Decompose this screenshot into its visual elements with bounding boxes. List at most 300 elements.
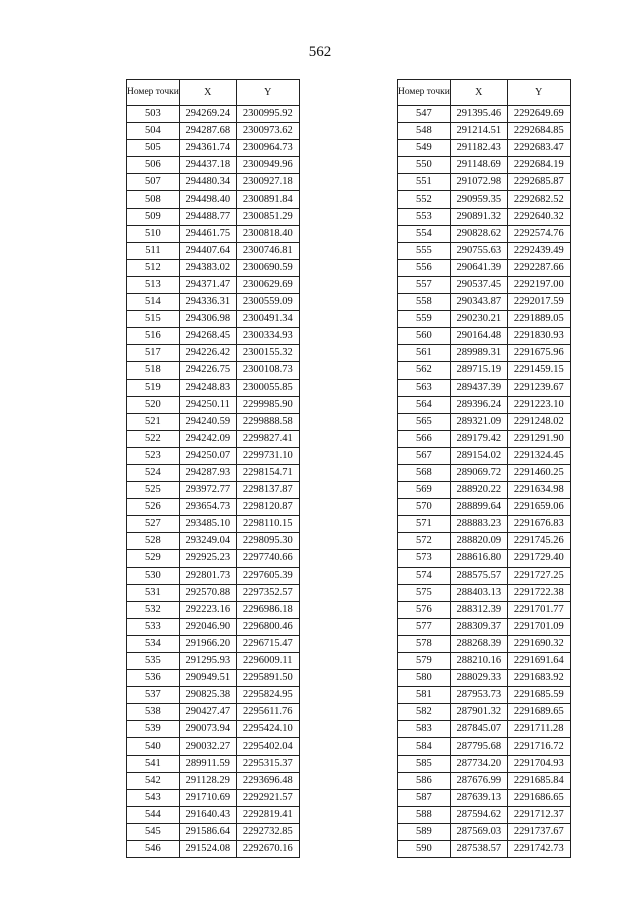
table-row xyxy=(398,618,571,635)
y-coordinate-cell: 2291701.77 xyxy=(507,601,570,618)
x-coordinate-cell: 293249.04 xyxy=(179,533,236,550)
table-row xyxy=(127,276,300,293)
y-coordinate-cell: 2300949.96 xyxy=(236,157,299,174)
point-number-cell: 506 xyxy=(127,157,180,174)
point-number-cell: 571 xyxy=(398,516,451,533)
x-coordinate-cell: 288883.23 xyxy=(450,516,507,533)
table-row xyxy=(398,123,571,140)
x-coordinate-cell: 292570.88 xyxy=(179,584,236,601)
y-coordinate-cell: 2298154.71 xyxy=(236,464,299,481)
table-row xyxy=(127,259,300,276)
y-coordinate-cell: 2292574.76 xyxy=(507,225,570,242)
y-coordinate-cell: 2292287.66 xyxy=(507,259,570,276)
table-row xyxy=(398,396,571,413)
table-row xyxy=(127,413,300,430)
point-number-cell: 533 xyxy=(127,618,180,635)
point-number-cell: 527 xyxy=(127,516,180,533)
x-coordinate-cell: 289989.31 xyxy=(450,345,507,362)
table-row xyxy=(127,550,300,567)
table-row xyxy=(398,106,571,123)
table-row xyxy=(398,533,571,550)
y-coordinate-cell: 2295891.50 xyxy=(236,670,299,687)
point-number-cell: 575 xyxy=(398,584,451,601)
x-coordinate-cell: 291182.43 xyxy=(450,140,507,157)
table-row xyxy=(127,379,300,396)
point-number-cell: 563 xyxy=(398,379,451,396)
point-number-cell: 504 xyxy=(127,123,180,140)
x-coordinate-cell: 292046.90 xyxy=(179,618,236,635)
table-row xyxy=(398,567,571,584)
point-number-cell: 562 xyxy=(398,362,451,379)
x-coordinate-cell: 294371.47 xyxy=(179,276,236,293)
x-coordinate-cell: 287734.20 xyxy=(450,755,507,772)
y-coordinate-cell: 2292683.47 xyxy=(507,140,570,157)
table-row xyxy=(398,704,571,721)
point-number-cell: 580 xyxy=(398,670,451,687)
table-row xyxy=(127,704,300,721)
x-coordinate-cell: 287795.68 xyxy=(450,738,507,755)
header-x: X xyxy=(450,80,507,106)
x-coordinate-cell: 294498.40 xyxy=(179,191,236,208)
y-coordinate-cell: 2297740.66 xyxy=(236,550,299,567)
table-row xyxy=(398,516,571,533)
x-coordinate-cell: 290164.48 xyxy=(450,328,507,345)
x-coordinate-cell: 287953.73 xyxy=(450,687,507,704)
point-number-cell: 569 xyxy=(398,482,451,499)
y-coordinate-cell: 2291223.10 xyxy=(507,396,570,413)
y-coordinate-cell: 2297352.57 xyxy=(236,584,299,601)
point-number-cell: 547 xyxy=(398,106,451,123)
table-row xyxy=(398,584,571,601)
table-row xyxy=(127,482,300,499)
table-row xyxy=(127,242,300,259)
x-coordinate-cell: 291295.93 xyxy=(179,653,236,670)
header-point-number: Номер точки xyxy=(398,80,451,106)
x-coordinate-cell: 289437.39 xyxy=(450,379,507,396)
x-coordinate-cell: 294336.31 xyxy=(179,294,236,311)
table-row xyxy=(398,755,571,772)
table-row xyxy=(398,464,571,481)
y-coordinate-cell: 2293696.48 xyxy=(236,772,299,789)
x-coordinate-cell: 292223.16 xyxy=(179,601,236,618)
table-row xyxy=(398,294,571,311)
x-coordinate-cell: 294242.09 xyxy=(179,430,236,447)
x-coordinate-cell: 288616.80 xyxy=(450,550,507,567)
page-number: 562 xyxy=(308,44,332,60)
y-coordinate-cell: 2298110.15 xyxy=(236,516,299,533)
y-coordinate-cell: 2300746.81 xyxy=(236,242,299,259)
y-coordinate-cell: 2291690.32 xyxy=(507,635,570,652)
point-number-cell: 576 xyxy=(398,601,451,618)
y-coordinate-cell: 2299731.10 xyxy=(236,447,299,464)
point-number-cell: 520 xyxy=(127,396,180,413)
table-row xyxy=(127,772,300,789)
y-coordinate-cell: 2292640.32 xyxy=(507,208,570,225)
x-coordinate-cell: 291524.08 xyxy=(179,841,236,858)
point-number-cell: 543 xyxy=(127,789,180,806)
table-row xyxy=(398,225,571,242)
table-row xyxy=(127,567,300,584)
y-coordinate-cell: 2291745.26 xyxy=(507,533,570,550)
point-number-cell: 539 xyxy=(127,721,180,738)
y-coordinate-cell: 2295402.04 xyxy=(236,738,299,755)
y-coordinate-cell: 2300559.09 xyxy=(236,294,299,311)
table-row xyxy=(398,670,571,687)
table-row xyxy=(398,687,571,704)
header-y: Y xyxy=(507,80,570,106)
x-coordinate-cell: 291586.64 xyxy=(179,823,236,840)
point-number-cell: 535 xyxy=(127,653,180,670)
y-coordinate-cell: 2291634.98 xyxy=(507,482,570,499)
table-row xyxy=(127,362,300,379)
y-coordinate-cell: 2291685.84 xyxy=(507,772,570,789)
table-row xyxy=(127,447,300,464)
x-coordinate-cell: 290825.38 xyxy=(179,687,236,704)
table-row xyxy=(398,191,571,208)
table-row xyxy=(127,635,300,652)
table-row xyxy=(127,516,300,533)
point-number-cell: 582 xyxy=(398,704,451,721)
y-coordinate-cell: 2300995.92 xyxy=(236,106,299,123)
x-coordinate-cell: 293972.77 xyxy=(179,482,236,499)
x-coordinate-cell: 290755.63 xyxy=(450,242,507,259)
table-header-row xyxy=(398,80,571,106)
y-coordinate-cell: 2296800.46 xyxy=(236,618,299,635)
point-number-cell: 545 xyxy=(127,823,180,840)
table-row xyxy=(127,208,300,225)
point-number-cell: 511 xyxy=(127,242,180,259)
point-number-cell: 542 xyxy=(127,772,180,789)
y-coordinate-cell: 2291460.25 xyxy=(507,464,570,481)
y-coordinate-cell: 2291712.37 xyxy=(507,806,570,823)
table-row xyxy=(398,413,571,430)
table-row xyxy=(127,311,300,328)
x-coordinate-cell: 290959.35 xyxy=(450,191,507,208)
x-coordinate-cell: 289069.72 xyxy=(450,464,507,481)
point-number-cell: 524 xyxy=(127,464,180,481)
point-number-cell: 573 xyxy=(398,550,451,567)
x-coordinate-cell: 288575.57 xyxy=(450,567,507,584)
x-coordinate-cell: 292801.73 xyxy=(179,567,236,584)
table-row xyxy=(398,259,571,276)
y-coordinate-cell: 2292682.52 xyxy=(507,191,570,208)
y-coordinate-cell: 2300690.59 xyxy=(236,259,299,276)
point-number-cell: 526 xyxy=(127,499,180,516)
coordinates-table-left xyxy=(126,79,300,858)
x-coordinate-cell: 290073.94 xyxy=(179,721,236,738)
x-coordinate-cell: 294437.18 xyxy=(179,157,236,174)
table-row xyxy=(398,208,571,225)
y-coordinate-cell: 2295824.95 xyxy=(236,687,299,704)
y-coordinate-cell: 2291291.90 xyxy=(507,430,570,447)
y-coordinate-cell: 2291830.93 xyxy=(507,328,570,345)
point-number-cell: 537 xyxy=(127,687,180,704)
point-number-cell: 586 xyxy=(398,772,451,789)
point-number-cell: 574 xyxy=(398,567,451,584)
y-coordinate-cell: 2291324.45 xyxy=(507,447,570,464)
x-coordinate-cell: 288268.39 xyxy=(450,635,507,652)
point-number-cell: 549 xyxy=(398,140,451,157)
y-coordinate-cell: 2291248.02 xyxy=(507,413,570,430)
y-coordinate-cell: 2292649.69 xyxy=(507,106,570,123)
x-coordinate-cell: 288820.09 xyxy=(450,533,507,550)
point-number-cell: 517 xyxy=(127,345,180,362)
point-number-cell: 556 xyxy=(398,259,451,276)
y-coordinate-cell: 2300108.73 xyxy=(236,362,299,379)
point-number-cell: 589 xyxy=(398,823,451,840)
table-row xyxy=(398,499,571,516)
point-number-cell: 518 xyxy=(127,362,180,379)
table-row xyxy=(398,242,571,259)
point-number-cell: 538 xyxy=(127,704,180,721)
y-coordinate-cell: 2300818.40 xyxy=(236,225,299,242)
point-number-cell: 552 xyxy=(398,191,451,208)
point-number-cell: 544 xyxy=(127,806,180,823)
table-row xyxy=(398,550,571,567)
point-number-cell: 505 xyxy=(127,140,180,157)
table-header-row xyxy=(127,80,300,106)
x-coordinate-cell: 289321.09 xyxy=(450,413,507,430)
x-coordinate-cell: 294306.98 xyxy=(179,311,236,328)
table-row xyxy=(398,482,571,499)
y-coordinate-cell: 2295424.10 xyxy=(236,721,299,738)
point-number-cell: 514 xyxy=(127,294,180,311)
x-coordinate-cell: 294226.75 xyxy=(179,362,236,379)
table-row xyxy=(398,823,571,840)
point-number-cell: 565 xyxy=(398,413,451,430)
point-number-cell: 551 xyxy=(398,174,451,191)
x-coordinate-cell: 291710.69 xyxy=(179,789,236,806)
table-row xyxy=(127,464,300,481)
x-coordinate-cell: 288309.37 xyxy=(450,618,507,635)
point-number-cell: 548 xyxy=(398,123,451,140)
table-row xyxy=(127,823,300,840)
table-row xyxy=(127,806,300,823)
x-coordinate-cell: 294461.75 xyxy=(179,225,236,242)
table-row xyxy=(127,225,300,242)
point-number-cell: 566 xyxy=(398,430,451,447)
table-row xyxy=(398,379,571,396)
table-row xyxy=(398,276,571,293)
x-coordinate-cell: 290949.51 xyxy=(179,670,236,687)
x-coordinate-cell: 287538.57 xyxy=(450,841,507,858)
x-coordinate-cell: 291966.20 xyxy=(179,635,236,652)
y-coordinate-cell: 2291689.65 xyxy=(507,704,570,721)
y-coordinate-cell: 2295315.37 xyxy=(236,755,299,772)
x-coordinate-cell: 287676.99 xyxy=(450,772,507,789)
table-row xyxy=(398,157,571,174)
table-row xyxy=(398,841,571,858)
y-coordinate-cell: 2300973.62 xyxy=(236,123,299,140)
x-coordinate-cell: 293485.10 xyxy=(179,516,236,533)
x-coordinate-cell: 294250.07 xyxy=(179,447,236,464)
table-row xyxy=(127,533,300,550)
y-coordinate-cell: 2300851.29 xyxy=(236,208,299,225)
y-coordinate-cell: 2300055.85 xyxy=(236,379,299,396)
x-coordinate-cell: 290230.21 xyxy=(450,311,507,328)
point-number-cell: 561 xyxy=(398,345,451,362)
y-coordinate-cell: 2291727.25 xyxy=(507,567,570,584)
x-coordinate-cell: 289154.02 xyxy=(450,447,507,464)
x-coordinate-cell: 292925.23 xyxy=(179,550,236,567)
point-number-cell: 516 xyxy=(127,328,180,345)
x-coordinate-cell: 291640.43 xyxy=(179,806,236,823)
y-coordinate-cell: 2298120.87 xyxy=(236,499,299,516)
table-row xyxy=(398,362,571,379)
point-number-cell: 510 xyxy=(127,225,180,242)
y-coordinate-cell: 2291729.40 xyxy=(507,550,570,567)
x-coordinate-cell: 287845.07 xyxy=(450,721,507,738)
point-number-cell: 540 xyxy=(127,738,180,755)
table-row xyxy=(127,584,300,601)
y-coordinate-cell: 2300334.93 xyxy=(236,328,299,345)
x-coordinate-cell: 294287.93 xyxy=(179,464,236,481)
table-row xyxy=(127,140,300,157)
header-point-number: Номер точки xyxy=(127,80,180,106)
table-row xyxy=(127,755,300,772)
table-row xyxy=(127,687,300,704)
x-coordinate-cell: 289911.59 xyxy=(179,755,236,772)
y-coordinate-cell: 2298137.87 xyxy=(236,482,299,499)
table-row xyxy=(398,140,571,157)
y-coordinate-cell: 2291459.15 xyxy=(507,362,570,379)
x-coordinate-cell: 288312.39 xyxy=(450,601,507,618)
table-row xyxy=(127,618,300,635)
y-coordinate-cell: 2291239.67 xyxy=(507,379,570,396)
point-number-cell: 522 xyxy=(127,430,180,447)
point-number-cell: 519 xyxy=(127,379,180,396)
point-number-cell: 541 xyxy=(127,755,180,772)
x-coordinate-cell: 288920.22 xyxy=(450,482,507,499)
point-number-cell: 536 xyxy=(127,670,180,687)
y-coordinate-cell: 2299827.41 xyxy=(236,430,299,447)
table-row xyxy=(398,601,571,618)
y-coordinate-cell: 2291716.72 xyxy=(507,738,570,755)
y-coordinate-cell: 2292670.16 xyxy=(236,841,299,858)
point-number-cell: 529 xyxy=(127,550,180,567)
x-coordinate-cell: 291128.29 xyxy=(179,772,236,789)
y-coordinate-cell: 2300629.69 xyxy=(236,276,299,293)
point-number-cell: 559 xyxy=(398,311,451,328)
y-coordinate-cell: 2292732.85 xyxy=(236,823,299,840)
point-number-cell: 590 xyxy=(398,841,451,858)
x-coordinate-cell: 294383.02 xyxy=(179,259,236,276)
y-coordinate-cell: 2295611.76 xyxy=(236,704,299,721)
point-number-cell: 584 xyxy=(398,738,451,755)
y-coordinate-cell: 2292017.59 xyxy=(507,294,570,311)
y-coordinate-cell: 2296715.47 xyxy=(236,635,299,652)
x-coordinate-cell: 288210.16 xyxy=(450,653,507,670)
table-row xyxy=(398,738,571,755)
x-coordinate-cell: 294480.34 xyxy=(179,174,236,191)
y-coordinate-cell: 2292684.19 xyxy=(507,157,570,174)
header-x: X xyxy=(179,80,236,106)
table-row xyxy=(127,601,300,618)
point-number-cell: 567 xyxy=(398,447,451,464)
x-coordinate-cell: 294361.74 xyxy=(179,140,236,157)
point-number-cell: 564 xyxy=(398,396,451,413)
y-coordinate-cell: 2296009.11 xyxy=(236,653,299,670)
y-coordinate-cell: 2291685.59 xyxy=(507,687,570,704)
point-number-cell: 509 xyxy=(127,208,180,225)
table-row xyxy=(127,841,300,858)
point-number-cell: 513 xyxy=(127,276,180,293)
table-row xyxy=(398,806,571,823)
point-number-cell: 555 xyxy=(398,242,451,259)
x-coordinate-cell: 294226.42 xyxy=(179,345,236,362)
point-number-cell: 557 xyxy=(398,276,451,293)
table-row xyxy=(398,653,571,670)
point-number-cell: 585 xyxy=(398,755,451,772)
x-coordinate-cell: 291072.98 xyxy=(450,174,507,191)
y-coordinate-cell: 2291686.65 xyxy=(507,789,570,806)
point-number-cell: 577 xyxy=(398,618,451,635)
table-row xyxy=(398,328,571,345)
x-coordinate-cell: 290891.32 xyxy=(450,208,507,225)
point-number-cell: 534 xyxy=(127,635,180,652)
y-coordinate-cell: 2299985.90 xyxy=(236,396,299,413)
table-row xyxy=(127,328,300,345)
y-coordinate-cell: 2299888.58 xyxy=(236,413,299,430)
x-coordinate-cell: 294287.68 xyxy=(179,123,236,140)
x-coordinate-cell: 287569.03 xyxy=(450,823,507,840)
x-coordinate-cell: 289179.42 xyxy=(450,430,507,447)
point-number-cell: 507 xyxy=(127,174,180,191)
point-number-cell: 587 xyxy=(398,789,451,806)
point-number-cell: 530 xyxy=(127,567,180,584)
table-row xyxy=(127,191,300,208)
x-coordinate-cell: 287594.62 xyxy=(450,806,507,823)
point-number-cell: 550 xyxy=(398,157,451,174)
y-coordinate-cell: 2291701.09 xyxy=(507,618,570,635)
table-row xyxy=(398,430,571,447)
table-row xyxy=(127,174,300,191)
x-coordinate-cell: 289715.19 xyxy=(450,362,507,379)
table-row xyxy=(398,721,571,738)
y-coordinate-cell: 2292819.41 xyxy=(236,806,299,823)
point-number-cell: 570 xyxy=(398,499,451,516)
table-row xyxy=(127,106,300,123)
table-row xyxy=(127,738,300,755)
point-number-cell: 508 xyxy=(127,191,180,208)
table-row xyxy=(127,157,300,174)
point-number-cell: 531 xyxy=(127,584,180,601)
x-coordinate-cell: 289396.24 xyxy=(450,396,507,413)
y-coordinate-cell: 2291691.64 xyxy=(507,653,570,670)
y-coordinate-cell: 2291742.73 xyxy=(507,841,570,858)
table-row xyxy=(127,345,300,362)
point-number-cell: 579 xyxy=(398,653,451,670)
table-row xyxy=(127,721,300,738)
table-row xyxy=(127,670,300,687)
y-coordinate-cell: 2292197.00 xyxy=(507,276,570,293)
x-coordinate-cell: 288403.13 xyxy=(450,584,507,601)
y-coordinate-cell: 2296986.18 xyxy=(236,601,299,618)
x-coordinate-cell: 294248.83 xyxy=(179,379,236,396)
y-coordinate-cell: 2291675.96 xyxy=(507,345,570,362)
table-row xyxy=(398,635,571,652)
point-number-cell: 523 xyxy=(127,447,180,464)
table-row xyxy=(127,653,300,670)
y-coordinate-cell: 2300964.73 xyxy=(236,140,299,157)
point-number-cell: 572 xyxy=(398,533,451,550)
table-row xyxy=(398,447,571,464)
x-coordinate-cell: 290343.87 xyxy=(450,294,507,311)
point-number-cell: 581 xyxy=(398,687,451,704)
point-number-cell: 515 xyxy=(127,311,180,328)
y-coordinate-cell: 2300155.32 xyxy=(236,345,299,362)
table-row xyxy=(398,174,571,191)
